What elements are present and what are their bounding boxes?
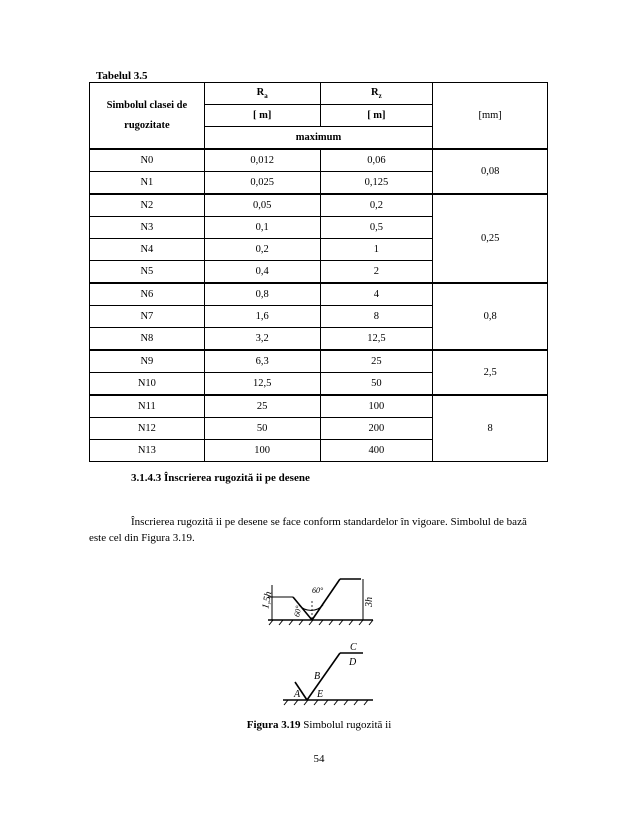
- figure-caption-label: Figura 3.19: [246, 719, 301, 731]
- cell-rz: 400: [320, 440, 433, 462]
- header-mm-unit: [mm]: [433, 83, 548, 150]
- cell-class: N4: [90, 239, 205, 261]
- cell-group-mm: 0,08: [433, 149, 548, 194]
- cell-class: N7: [90, 306, 205, 328]
- label-dim-right: 3h: [364, 597, 375, 607]
- cell-ra: 0,025: [204, 172, 320, 195]
- cell-ra: 0,05: [204, 194, 320, 217]
- table-row: [90, 149, 548, 172]
- cell-ra: 25: [204, 395, 320, 418]
- page-number: 54: [313, 753, 325, 765]
- cell-ra: 1,6: [204, 306, 320, 328]
- cell-ra: 50: [204, 418, 320, 440]
- cell-rz: 8: [320, 306, 433, 328]
- cell-class: N12: [90, 418, 205, 440]
- cell-ra: 3,2: [204, 328, 320, 351]
- label-angle-left: 60°: [292, 605, 304, 618]
- cell-rz: 0,06: [320, 149, 433, 172]
- header-rz: [320, 83, 433, 105]
- cell-group-mm: 0,8: [433, 283, 548, 350]
- label-a: A: [294, 689, 301, 700]
- cell-rz: 0,5: [320, 217, 433, 239]
- cell-rz: 2: [320, 261, 433, 284]
- cell-class: N9: [90, 350, 205, 373]
- table-row: [90, 283, 548, 306]
- roughness-table: [89, 82, 548, 462]
- body-paragraph: Înscrierea rugozită ii pe desene se face conform standardelor în vigoare. Simbolul de bază este cel din Figura 3.19.: [89, 516, 527, 544]
- cell-class: N5: [90, 261, 205, 284]
- cell-class: N8: [90, 328, 205, 351]
- figure-caption: [0, 719, 638, 731]
- header-class-line2: rugozitate: [124, 119, 170, 131]
- cell-rz: 100: [320, 395, 433, 418]
- header-rz-unit: [ m]: [320, 105, 433, 127]
- cell-rz: 4: [320, 283, 433, 306]
- cell-rz: 0,2: [320, 194, 433, 217]
- table-caption: Tabelul 3.5: [96, 70, 148, 82]
- label-c: C: [350, 642, 357, 653]
- label-dim-left: 1,5h: [260, 590, 275, 610]
- cell-ra: 0,1: [204, 217, 320, 239]
- header-ra: [204, 83, 320, 105]
- cell-ra: 12,5: [204, 373, 320, 396]
- cell-class: N6: [90, 283, 205, 306]
- cell-rz: 12,5: [320, 328, 433, 351]
- cell-ra: 0,4: [204, 261, 320, 284]
- table-row: [90, 194, 548, 217]
- label-b: B: [314, 671, 321, 682]
- cell-rz: 1: [320, 239, 433, 261]
- cell-class: N10: [90, 373, 205, 396]
- table-row: [90, 350, 548, 373]
- cell-rz: 25: [320, 350, 433, 373]
- header-class-symbol: [90, 83, 205, 150]
- cell-rz: 50: [320, 373, 433, 396]
- cell-class: N2: [90, 194, 205, 217]
- cell-group-mm: 2,5: [433, 350, 548, 395]
- header-ra-unit: [ m]: [204, 105, 320, 127]
- cell-ra: 0,8: [204, 283, 320, 306]
- lettered-right-leg: [307, 653, 340, 700]
- cell-group-mm: 0,25: [433, 194, 548, 283]
- cell-group-mm: 8: [433, 395, 548, 462]
- cell-rz: 0,125: [320, 172, 433, 195]
- cell-ra: 6,3: [204, 350, 320, 373]
- rz-subscript: z: [378, 92, 382, 101]
- roughness-symbol-figure: [260, 575, 393, 705]
- section-heading: 3.1.4.3 Înscrierea rugozită ii pe desene: [131, 472, 310, 484]
- ra-symbol: R: [256, 86, 265, 98]
- label-e: E: [317, 689, 324, 700]
- cell-ra: 0,2: [204, 239, 320, 261]
- ra-subscript: a: [264, 92, 268, 101]
- cell-rz: 200: [320, 418, 433, 440]
- table-row: [90, 395, 548, 418]
- header-class-line1: Simbolul clasei de: [106, 99, 188, 111]
- cell-class: N13: [90, 440, 205, 462]
- cell-ra: 100: [204, 440, 320, 462]
- label-d: D: [349, 657, 357, 668]
- rz-symbol: R: [371, 86, 379, 98]
- cell-class: N11: [90, 395, 205, 418]
- header-maximum: maximum: [204, 127, 432, 150]
- label-angle-right: 60°: [312, 586, 324, 595]
- cell-class: N0: [90, 149, 205, 172]
- figure-caption-text: Simbolul rugozită ii: [303, 719, 392, 731]
- cell-ra: 0,012: [204, 149, 320, 172]
- cell-class: N3: [90, 217, 205, 239]
- cell-class: N1: [90, 172, 205, 195]
